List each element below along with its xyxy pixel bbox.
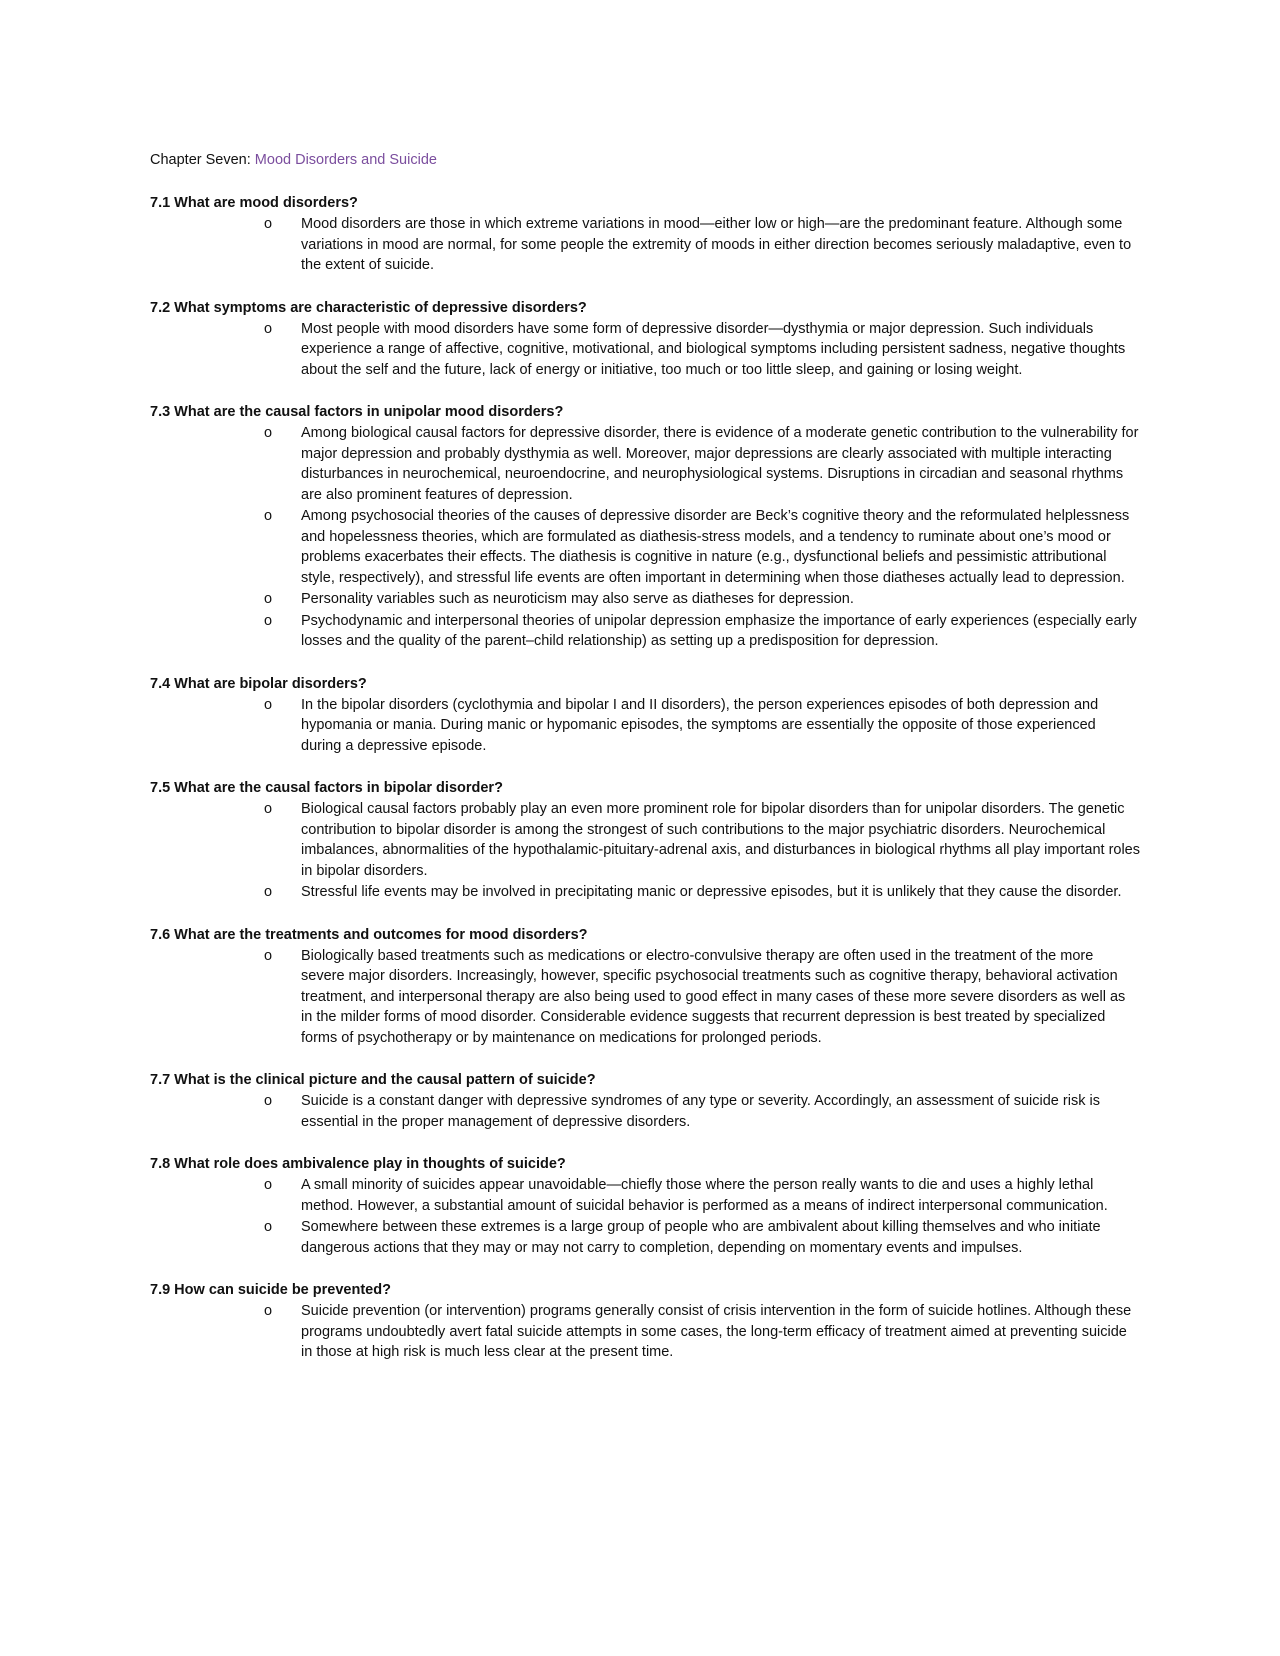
section-heading: 7.8 What role does ambivalence play in thoughts of suicide? bbox=[150, 1156, 566, 1172]
section-heading: 7.1 What are mood disorders? bbox=[150, 195, 358, 211]
section-heading: 7.7 What is the clinical picture and the causal pattern of suicide? bbox=[150, 1072, 596, 1088]
bullet-list bbox=[150, 423, 1140, 652]
bullet-list bbox=[150, 319, 1140, 381]
section bbox=[150, 1070, 1140, 1132]
bullet-list bbox=[150, 1091, 1140, 1132]
bullet-text: Biologically based treatments such as medications or electro-convulsive therapy are often used in the treatment of the more severe major disorders. Increasingly, however, specific psychosocial treatments such as cognitive therapy, behavioral activation treatment, and interpersonal therapy are also being used to good effect in many cases of these more severe disorders as well as in the milder forms of mood disorder. Considerable evidence suggests that recurrent depression is best treated by specialized forms of psychotherapy or by maintenance on medications for prolonged periods. bbox=[301, 947, 1126, 1046]
section bbox=[150, 193, 1140, 276]
bullet-item bbox=[150, 589, 1140, 610]
bullet-marker: o bbox=[264, 696, 273, 713]
section bbox=[150, 1280, 1140, 1363]
bullet-item bbox=[150, 1091, 1140, 1132]
bullet-text: Suicide prevention (or intervention) programs generally consist of crisis intervention in the form of suicide hotlines. Although these programs undoubtedly avert fatal suicide attempts in some cases, the long-term efficacy of treatment aimed at preventing suicide in those at high risk is much less clear at the present time. bbox=[301, 1303, 1132, 1360]
bullet-item bbox=[150, 423, 1140, 505]
bullet-marker: o bbox=[264, 1093, 273, 1109]
section bbox=[150, 1154, 1140, 1258]
sections-container bbox=[150, 193, 1140, 1363]
bullet-text: In the bipolar disorders (cyclothymia and bipolar I and II disorders), the person experiences episodes of both depression and hypomania or mania. During manic or hypomanic episodes, the symptoms are essentially the opposite of those experienced during a depressive episode. bbox=[301, 696, 1099, 754]
bullet-marker: o bbox=[264, 425, 273, 441]
bullet-item bbox=[150, 1175, 1140, 1216]
bullet-marker: o bbox=[264, 612, 273, 629]
bullet-text: Most people with mood disorders have some form of depressive disorder—dysthymia or major depression. Such individuals experience a range of affective, cognitive, motivational, and biological symptoms including persistent sadness, negative thoughts about the self and the future, lack of energy or initiative, too much or too little sleep, and gaining or losing weight. bbox=[301, 320, 1126, 378]
chapter-subtitle: Mood Disorders and Suicide bbox=[254, 152, 437, 168]
bullet-item bbox=[150, 319, 1140, 381]
bullet-list bbox=[150, 695, 1140, 757]
bullet-text: Psychodynamic and interpersonal theories of unipolar depression emphasize the importance of early experiences (especially early losses and the quality of the parent–child relationship) as setting up a predisposition for depression. bbox=[301, 612, 1137, 649]
section bbox=[150, 674, 1140, 757]
bullet-marker: o bbox=[264, 591, 273, 607]
bullet-text: Biological causal factors probably play an even more prominent role for bipolar disorders than for unipolar disorders. The genetic contribution to bipolar disorder is among the strongest of such contributions to the major psychiatric disorders. Neurochemical imbalances, abnormalities of the hypothalamic-pituitary-adrenal axis, and disturbances in biological rhythms all play important roles in bipolar disorders. bbox=[301, 801, 1140, 879]
bullet-text: Suicide is a constant danger with depressive syndromes of any type or severity. Accordingly, an assessment of suicide risk is essential in the proper management of depressive disorders. bbox=[301, 1093, 1100, 1130]
bullet-marker: o bbox=[264, 884, 273, 900]
bullet-text: Personality variables such as neuroticism may also serve as diatheses for depression. bbox=[301, 591, 854, 607]
bullet-text: A small minority of suicides appear unavoidable—chiefly those where the person really wants to die and uses a highly lethal method. However, a substantial amount of suicidal behavior is performed as a means of indirect interpersonal communication. bbox=[301, 1177, 1108, 1214]
bullet-text: Among biological causal factors for depressive disorder, there is evidence of a moderate genetic contribution to the vulnerability for major depression and probably dysthymia as well. Moreover, major depressions are clearly associated with multiple interacting disturbances in neurochemical, neuroendocrine, and neurophysiological systems. Disruptions in circadian and seasonal rhythms are also prominent features of depression. bbox=[301, 425, 1139, 503]
bullet-list bbox=[150, 1175, 1140, 1258]
section-heading: 7.9 How can suicide be prevented? bbox=[150, 1282, 391, 1298]
section-heading: 7.4 What are bipolar disorders? bbox=[150, 675, 367, 692]
bullet-text: Mood disorders are those in which extreme variations in mood—either low or high—are the predominant feature. Although some variations in mood are normal, for some people the extremity of moods in either direction becomes seriously maladaptive, even to the extent of suicide. bbox=[301, 216, 1132, 273]
bullet-marker: o bbox=[264, 1177, 273, 1193]
bullet-marker: o bbox=[264, 508, 273, 524]
bullet-marker: o bbox=[264, 1303, 273, 1319]
bullet-item bbox=[150, 882, 1140, 903]
bullet-item bbox=[150, 611, 1140, 652]
section bbox=[150, 778, 1140, 903]
bullet-item bbox=[150, 1217, 1140, 1258]
section-heading: 7.3 What are the causal factors in unipolar mood disorders? bbox=[150, 404, 564, 420]
bullet-marker: o bbox=[264, 320, 273, 337]
bullet-item bbox=[150, 506, 1140, 588]
bullet-text: Somewhere between these extremes is a large group of people who are ambivalent about killing themselves and who initiate dangerous actions that they may or may not carry to completion, depending on momentary events and impulses. bbox=[301, 1219, 1101, 1256]
bullet-item bbox=[150, 695, 1140, 757]
section bbox=[150, 925, 1140, 1049]
bullet-list bbox=[150, 799, 1140, 903]
section-heading: 7.5 What are the causal factors in bipolar disorder? bbox=[150, 780, 503, 796]
bullet-marker: o bbox=[264, 947, 273, 964]
bullet-list bbox=[150, 214, 1140, 276]
bullet-item bbox=[150, 214, 1140, 276]
bullet-item bbox=[150, 1301, 1140, 1363]
document-page bbox=[150, 150, 1140, 1385]
bullet-marker: o bbox=[264, 216, 273, 232]
bullet-list bbox=[150, 946, 1140, 1049]
bullet-item bbox=[150, 799, 1140, 881]
section bbox=[150, 402, 1140, 652]
chapter-label: Chapter Seven: bbox=[150, 152, 251, 168]
bullet-marker: o bbox=[264, 801, 273, 817]
bullet-text: Stressful life events may be involved in precipitating manic or depressive episodes, but it is unlikely that they cause the disorder. bbox=[301, 884, 1122, 900]
bullet-list bbox=[150, 1301, 1140, 1363]
chapter-title bbox=[150, 150, 1140, 170]
bullet-marker: o bbox=[264, 1219, 273, 1235]
bullet-item bbox=[150, 946, 1140, 1049]
section-heading: 7.6 What are the treatments and outcomes for mood disorders? bbox=[150, 926, 588, 943]
section bbox=[150, 298, 1140, 381]
bullet-text: Among psychosocial theories of the causes of depressive disorder are Beck’s cognitive theory and the reformulated helplessness and hopelessness theories, which are formulated as diathesis-stress models, and a tendency to ruminate about one’s mood or problems exacerbates their effects. The diathesis is cognitive in nature (e.g., dysfunctional beliefs and pessimistic attributional style, respectively), and stressful life events are often important in determining when those diatheses actually lead to depression. bbox=[301, 508, 1130, 586]
section-heading: 7.2 What symptoms are characteristic of depressive disorders? bbox=[150, 299, 587, 316]
